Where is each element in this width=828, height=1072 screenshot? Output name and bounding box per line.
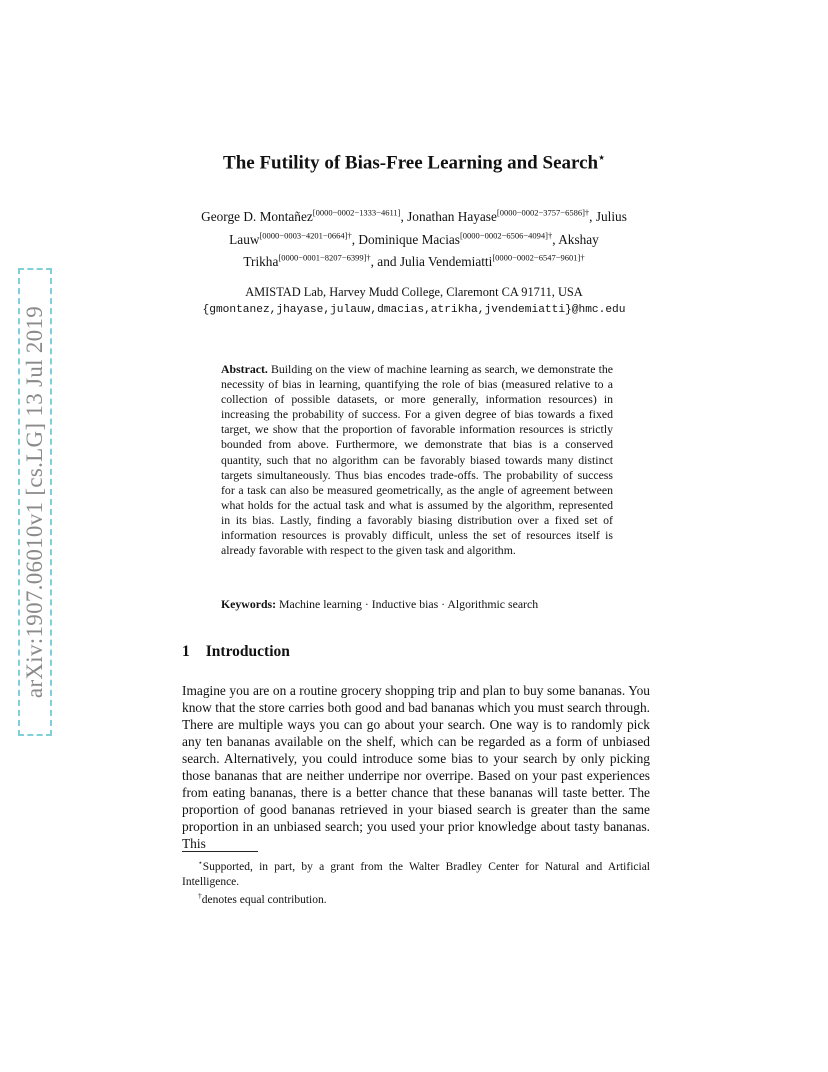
author-separator: , and Julia — [370, 254, 425, 270]
body-paragraph: Imagine you are on a routine grocery shopping trip and plan to buy some bananas. You know that the store carries both good and bad bananas which you must search through. There are multiple ways you can go about your search. One way is to randomly pick any ten bananas available on the shelf, which can be regarded as a form of unbiased search. Alternatively, you could introduce some bias to your search by only picking those bananas that are neither underripe nor overripe. Based on your past experiences from eating bananas, there is a better chance that these bananas will taste better. The proportion of good bananas retrieved in your biased search is greater than the same proportion in an unbiased search; you used your prior knowledge about tasty bananas. This — [182, 683, 650, 852]
footnote-text: denotes equal contribution. — [201, 894, 327, 907]
keywords — [221, 597, 613, 612]
author-separator: , Dominique — [351, 231, 419, 247]
abstract — [221, 362, 613, 558]
author-orcid: [0000−0001−8207−6399]† — [278, 252, 371, 263]
author-name: Macias — [421, 231, 460, 247]
author-separator: , — [552, 231, 559, 247]
author-orcid: [0000−0002−3757−6586]† — [496, 208, 590, 218]
title-text: The Futility of Bias-Free Learning and Search — [223, 152, 599, 174]
author-separator: , Jonathan — [400, 209, 455, 225]
abstract-text: Building on the view of machine learning as search, we demonstrate the necessity of bias in learning, quantifying the role of bias (measured relative to a collection of possible datasets, or more generally, information resources) in increasing the probability of success. For a given degree of bias towards a fixed target, we show that the proportion of favorable information resources is strictly bounded from above. Furthermore, we demonstrate that bias is a conserved quantity, such that no algorithm can be favorably biased towards many distinct targets simultaneously. Thus bias encodes trade-offs. The probability of success for a task can also be measured geometrically, as the angle of agreement between what holds for the actual task and what is assumed by the algorithm, represented in its bias. Lastly, finding a favorably biasing distribution over a fixed set of information resources is provably difficult, unless the set of resources itself is already favorable with respect to the given task and algorithm. — [221, 362, 613, 558]
keywords-label: Keywords: — [221, 597, 277, 611]
title-footnote-mark: ⋆ — [598, 152, 605, 164]
author-orcid: [0000−0002−1333−4611] — [312, 208, 401, 218]
footnote-funding — [182, 856, 650, 889]
author-name: Akshay Trikha — [243, 231, 599, 270]
footnote-mark: † — [198, 891, 202, 901]
author-name: Vendemiatti — [428, 254, 493, 270]
author-5 — [428, 254, 585, 269]
author-orcid: [0000−0002−6506−4094]† — [459, 230, 553, 241]
author-name: Julius Lauw — [229, 209, 627, 247]
author-name: George D. Montañez — [201, 209, 313, 225]
affiliation-block — [180, 283, 648, 319]
author-1 — [458, 209, 596, 224]
footnotes — [182, 856, 650, 908]
arxiv-identifier: arXiv:1907.06010v1 [cs.LG] 13 Jul 2019 — [22, 305, 47, 699]
footnote-equal-contribution — [182, 889, 650, 908]
section-heading — [182, 643, 290, 661]
author-list — [180, 204, 648, 271]
affiliation: AMISTAD Lab, Harvey Mudd College, Claremont CA 91711, USA — [245, 285, 583, 299]
author-name: Hayase — [457, 209, 497, 225]
section-title: Introduction — [205, 643, 290, 660]
author-separator: , — [589, 209, 596, 225]
abstract-label: Abstract. — [221, 362, 268, 376]
arxiv-stamp — [18, 268, 52, 736]
keywords-text: Machine learning · Inductive bias · Algorithmic search — [279, 597, 539, 611]
footnote-mark: ⋆ — [198, 858, 203, 867]
author-0 — [201, 209, 454, 224]
footnote-rule — [182, 851, 258, 852]
paper-title — [150, 151, 678, 174]
author-3 — [422, 232, 559, 247]
author-orcid: [0000−0003−4201−0664]† — [259, 230, 352, 241]
footnote-text: Supported, in part, by a grant from the Walter Bradley Center for Natural and Artificial Intelligence. — [182, 860, 650, 888]
section-number: 1 — [182, 643, 190, 660]
author-orcid: [0000−0002−6547−9601]† — [492, 252, 585, 263]
author-emails: {gmontanez,jhayase,julauw,dmacias,atrikha,jvendemiatti}@hmc.edu — [202, 304, 626, 316]
